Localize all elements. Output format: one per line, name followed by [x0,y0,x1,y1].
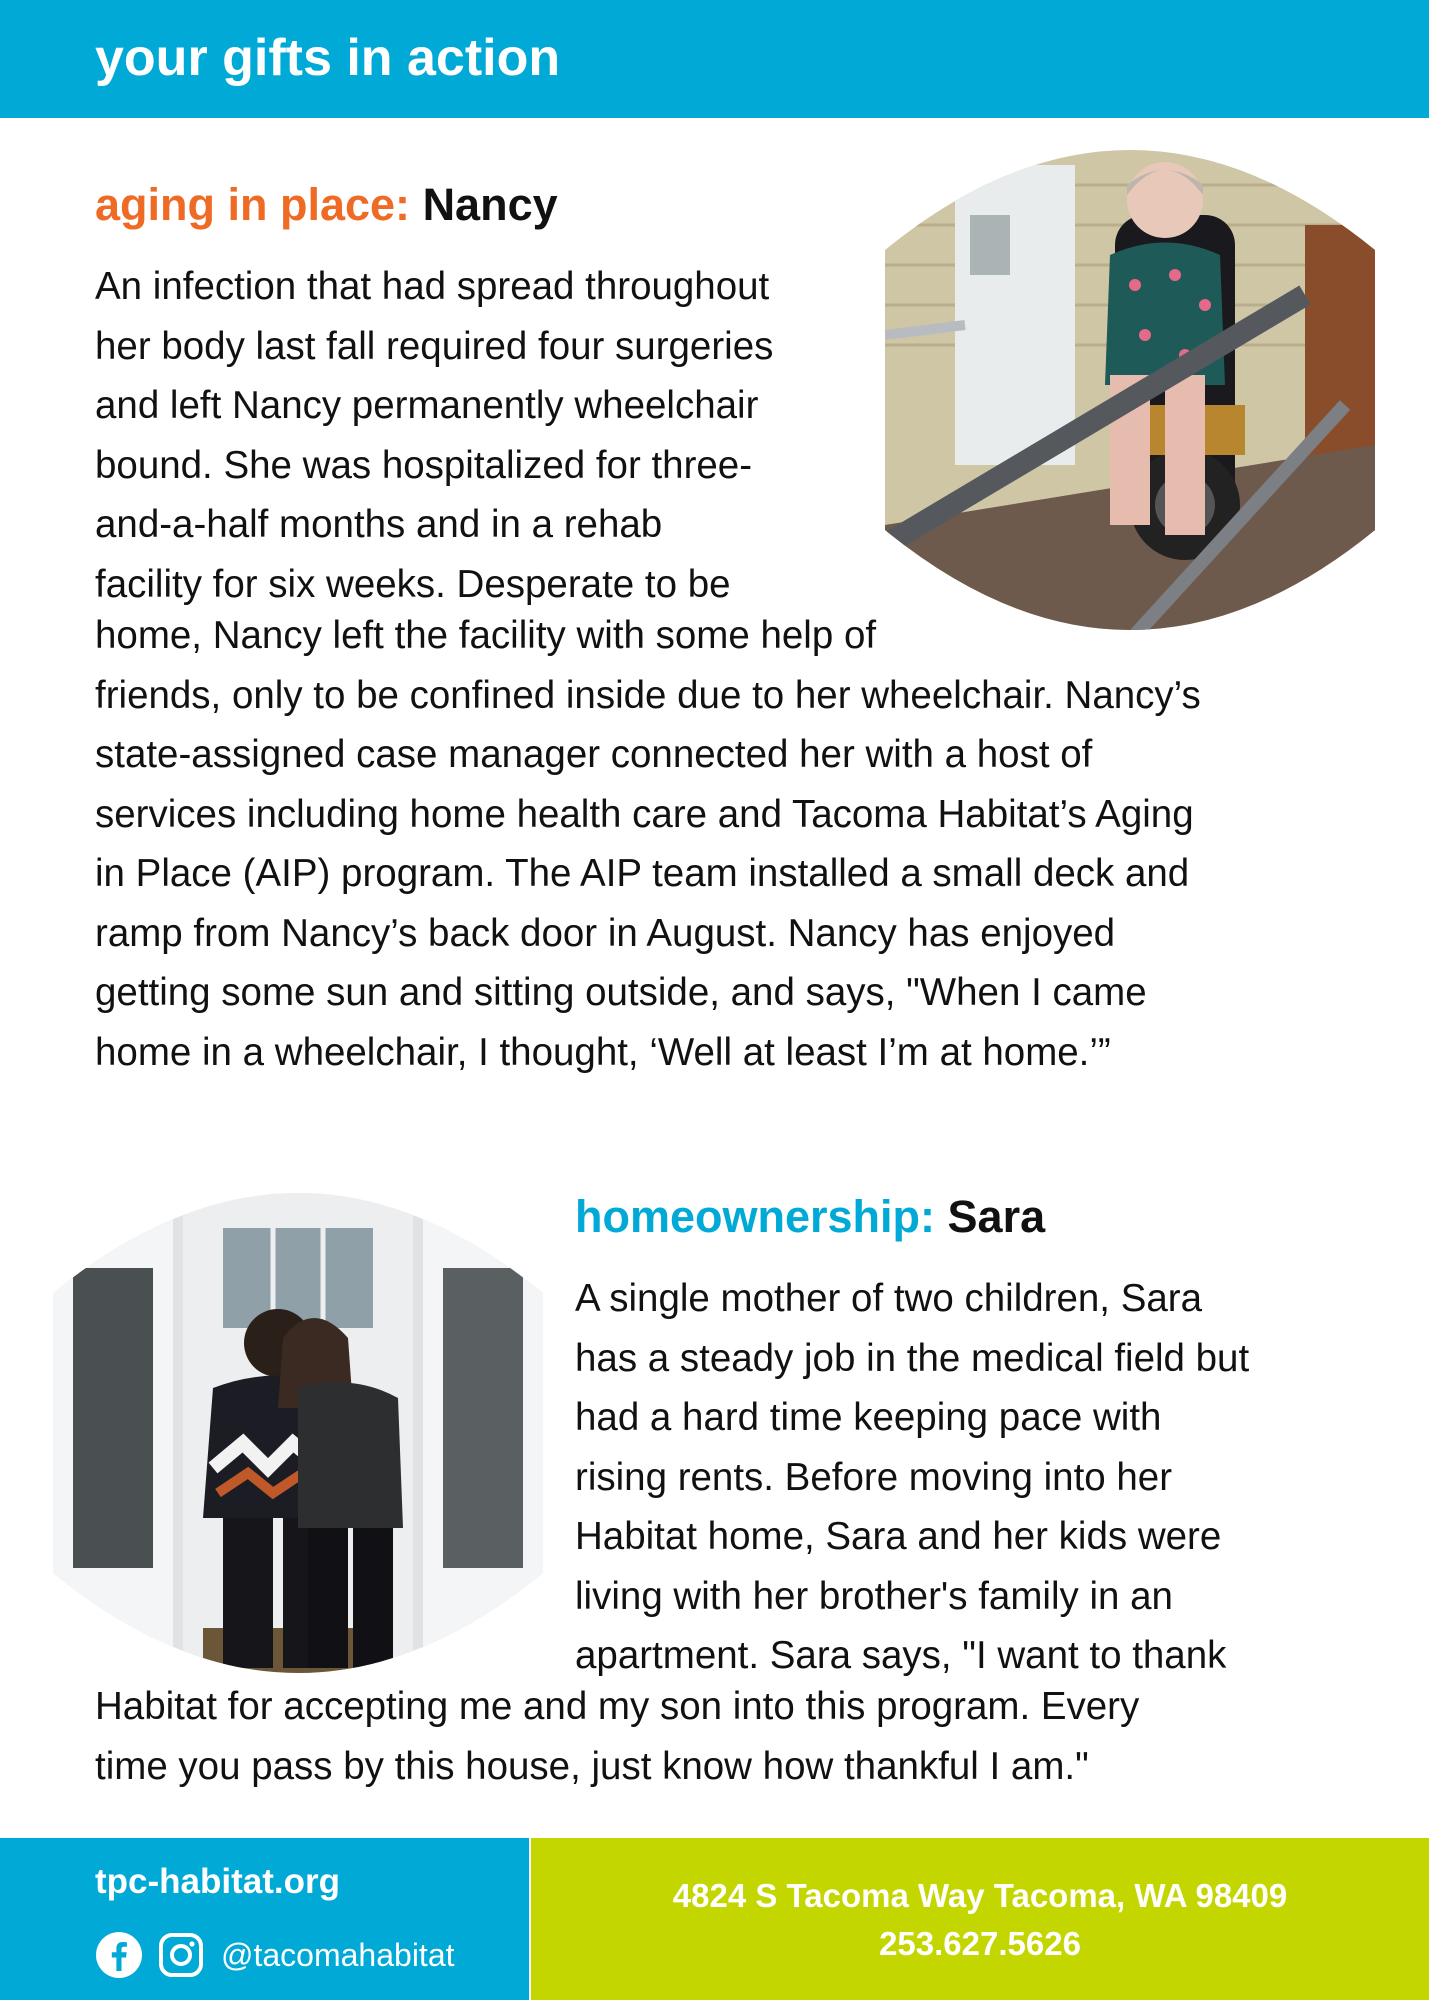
text-line: facility for six weeks. Desperate to be [95,562,731,606]
text-line: had a hard time keeping pace with [575,1396,1162,1439]
story-name: Sara [947,1191,1046,1242]
text-line: ramp from Nancy’s back door in August. Nancy has enjoyed [95,911,1116,955]
address: 4824 S Tacoma Way Tacoma, WA 98409 [672,1877,1288,1914]
sara-story-body [95,1677,1139,1796]
text-line: rising rents. Before moving into her [575,1455,1173,1499]
facebook-icon[interactable] [95,1931,157,1979]
footer-contact-address [531,1838,1429,2000]
text-line: getting some sun and sitting outside, and says, "When I came [95,971,1147,1014]
text-line: and left Nancy permanently wheelchair [95,384,759,427]
text-line: apartment. Sara says, "I want to thank [575,1634,1227,1677]
story-category: aging in place: [95,179,411,230]
header-bar [0,0,1429,118]
footer-contact-web [0,1838,529,2000]
text-line: living with her brother's family in an [575,1574,1173,1618]
nancy-story-body [95,606,1201,1082]
nancy-story-intro [95,257,773,614]
sara-story-intro [575,1269,1249,1686]
text-line: Habitat home, Sara and her kids were [575,1515,1222,1558]
website-link[interactable]: tpc-habitat.org [95,1862,340,1901]
text-line: An infection that had spread throughout [95,265,770,308]
text-line: friends, only to be confined inside due to her wheelchair. Nancy’s [95,673,1201,717]
instagram-icon[interactable] [157,1931,219,1979]
phone-number[interactable]: 253.627.5626 [879,1925,1081,1962]
story-category: homeownership: [575,1191,936,1242]
text-line: services including home health care and Tacoma Habitat’s Aging [95,792,1194,836]
text-line: in Place (AIP) program. The AIP team installed a small deck and [95,852,1190,895]
text-line: A single mother of two children, Sara [575,1277,1203,1320]
text-line: Habitat for accepting me and my son into this program. Every [95,1685,1140,1728]
text-line: home, Nancy left the facility with some help of [95,614,877,657]
story-name: Nancy [422,179,558,230]
social-row [95,1930,455,1980]
text-line: time you pass by this house, just know how thankful I am." [95,1744,1089,1788]
story-heading-sara [575,1190,1045,1244]
text-line: has a steady job in the medical field but [575,1336,1250,1380]
text-line: bound. She was hospitalized for three- [95,443,753,487]
social-handle[interactable]: @tacomahabitat [221,1937,455,1973]
text-line: state-assigned case manager connected her with a host of [95,733,1093,776]
story-heading-nancy [95,178,558,232]
text-line: and-a-half months and in a rehab [95,503,663,546]
page-title: your gifts in action [95,29,561,87]
text-line: her body last fall required four surgeries [95,324,774,368]
text-line: home in a wheelchair, I thought, ‘Well at least I’m at home.’” [95,1030,1111,1074]
nancy-photo [885,145,1375,635]
sara-photo [53,1188,543,1678]
